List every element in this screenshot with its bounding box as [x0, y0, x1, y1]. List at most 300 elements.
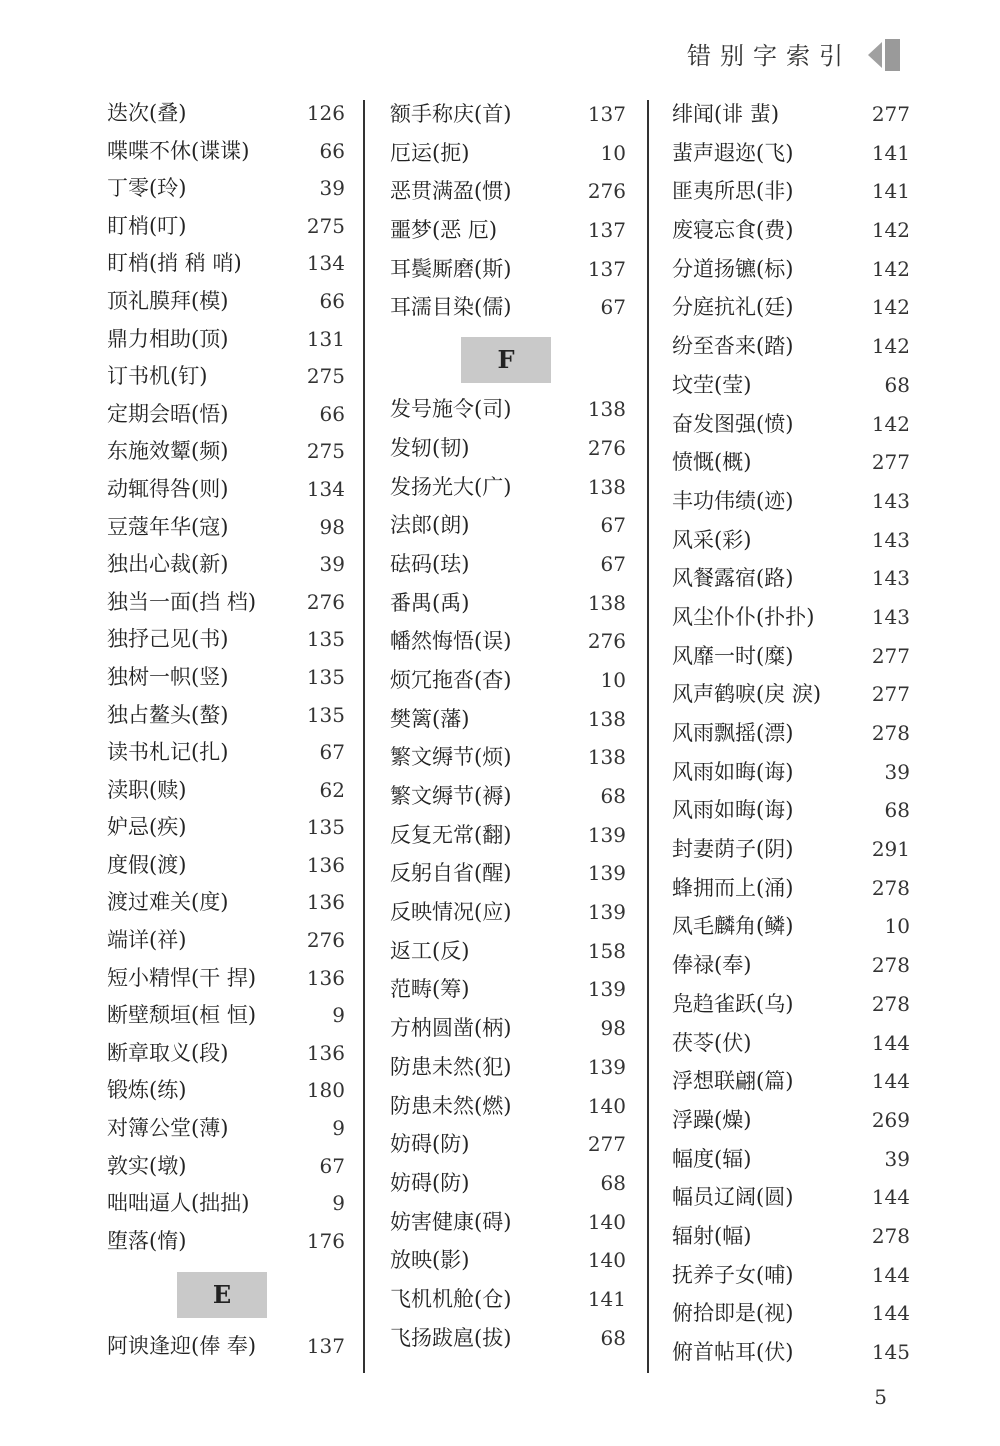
entry-page: 140: [587, 1248, 626, 1273]
index-entry: [107, 809, 345, 847]
index-entry: [390, 1280, 626, 1319]
entry-page: 140: [587, 1209, 626, 1234]
section-letter-f: F: [461, 337, 551, 383]
entry-term: 匪夷所思(非): [672, 179, 794, 204]
entry-page: 144: [871, 1301, 910, 1326]
index-entry: [672, 1294, 910, 1333]
entry-page: 134: [306, 476, 345, 501]
index-entry: [107, 509, 345, 547]
entry-term: 独当一面(挡 档): [107, 589, 257, 614]
index-entry: [390, 1241, 626, 1280]
index-entry: [107, 433, 345, 471]
index-entry: [672, 1178, 910, 1217]
entry-page: 137: [587, 218, 626, 243]
entry-page: 143: [871, 566, 910, 591]
entry-term: 独抒己见(书): [107, 627, 229, 652]
entry-term: 发扬光大(广): [390, 474, 512, 499]
index-entry: [107, 922, 345, 960]
entry-term: 迭次(叠): [107, 101, 187, 125]
entry-page: 67: [319, 740, 345, 765]
index-entry: [390, 1125, 626, 1164]
entry-page: 139: [587, 1054, 626, 1079]
entry-page: 39: [884, 1146, 910, 1171]
entry-page: 67: [319, 1153, 345, 1178]
index-entry: [672, 869, 910, 908]
index-entry: [672, 985, 910, 1024]
index-entry: [390, 661, 626, 700]
entry-term: 厄运(扼): [390, 140, 470, 165]
entry-page: 142: [871, 256, 910, 281]
index-entry: [390, 932, 626, 971]
entry-term: 盯梢(捎 稍 哨): [107, 251, 242, 276]
entry-term: 茯苓(伏): [672, 1030, 752, 1055]
entry-term: 幡然悔悟(误): [390, 629, 512, 654]
index-column-2: [390, 95, 626, 1357]
entry-term: 独占鳌头(螯): [107, 702, 229, 727]
index-entry: [672, 443, 910, 482]
entry-page: 275: [306, 213, 345, 238]
entry-term: 幅度(辐): [672, 1146, 752, 1171]
entry-list: [672, 95, 910, 1372]
entry-term: 风采(彩): [672, 527, 752, 552]
entry-term: 纷至沓来(踏): [672, 334, 794, 359]
entry-term: 豆蔻年华(寇): [107, 514, 229, 539]
index-entry: [672, 598, 910, 637]
entry-term: 独树一帜(竖): [107, 664, 229, 689]
index-entry: [672, 1256, 910, 1295]
index-entry: [107, 546, 345, 584]
index-entry: [107, 208, 345, 246]
entry-term: 短小精悍(干 捍): [107, 965, 257, 990]
index-entry: [672, 1333, 910, 1372]
index-entry: [390, 854, 626, 893]
entry-page: 275: [306, 439, 345, 464]
entry-page: 66: [319, 138, 345, 163]
index-entry: [107, 95, 345, 133]
entry-term: 繁文缛节(烦): [390, 745, 512, 770]
index-entry: [672, 1217, 910, 1256]
index-entry: [107, 245, 345, 283]
entry-term: 反复无常(翻): [390, 822, 512, 847]
entry-page: 176: [306, 1228, 345, 1253]
entry-term: 东施效颦(频): [107, 439, 229, 464]
index-entry: [390, 1164, 626, 1203]
page-number: 5: [874, 1385, 887, 1409]
index-entry: [107, 471, 345, 509]
entry-term: 番禺(禹): [390, 590, 470, 615]
entry-page: 142: [871, 411, 910, 436]
entry-page: 68: [600, 1325, 626, 1350]
entry-term: 范畴(筹): [390, 977, 470, 1002]
entry-page: 137: [587, 102, 626, 126]
entry-term: 坟茔(莹): [672, 372, 752, 397]
index-entry: [672, 1024, 910, 1063]
entry-term: 渎职(赎): [107, 777, 187, 802]
entry-page: 144: [871, 1185, 910, 1210]
entry-page: 139: [587, 900, 626, 925]
entry-page: 277: [871, 102, 910, 126]
entry-page: 126: [306, 101, 345, 125]
entry-page: 276: [306, 589, 345, 614]
entry-page: 136: [306, 890, 345, 915]
entry-page: 10: [600, 667, 626, 692]
entry-term: 繁文缛节(褥): [390, 784, 512, 808]
entry-page: 277: [587, 1132, 626, 1157]
entry-term: 风尘仆仆(扑扑): [672, 604, 815, 629]
index-entry: [390, 95, 626, 134]
entry-term: 俸禄(奉): [672, 953, 752, 978]
index-entry: [390, 172, 626, 211]
section-letter-e: E: [177, 1272, 267, 1318]
entry-page: 9: [332, 1191, 345, 1216]
entry-term: 对簿公堂(薄): [107, 1116, 229, 1141]
entry-term: 阿谀逢迎(俸 奉): [107, 1334, 257, 1359]
entry-term: 废寝忘食(费): [672, 218, 794, 243]
index-entry: [390, 429, 626, 468]
entry-term: 绯闻(诽 蜚): [672, 102, 780, 126]
entry-page: 98: [600, 1016, 626, 1041]
entry-term: 风雨如晦(诲): [672, 798, 794, 823]
entry-term: 读书札记(扎): [107, 740, 229, 765]
entry-term: 辐射(幅): [672, 1223, 752, 1248]
entry-page: 66: [319, 401, 345, 426]
entry-term: 度假(渡): [107, 852, 187, 877]
entry-term: 敦实(墩): [107, 1153, 187, 1178]
index-entry: [390, 700, 626, 739]
column-divider: [363, 100, 365, 1373]
entry-page: 158: [587, 938, 626, 963]
entry-term: 锻炼(练): [107, 1078, 187, 1103]
entry-term: 堕落(惰): [107, 1228, 187, 1253]
entry-term: 浮躁(燥): [672, 1107, 752, 1132]
entry-term: 防患未然(燃): [390, 1093, 512, 1118]
entry-term: 俯拾即是(视): [672, 1301, 794, 1326]
entry-term: 额手称庆(首): [390, 102, 512, 126]
entry-page: 291: [871, 837, 910, 862]
entry-page: 10: [884, 914, 910, 939]
entry-page: 131: [306, 326, 345, 351]
running-title: 错别字索引: [687, 42, 852, 70]
index-entry: [390, 816, 626, 855]
index-entry: [107, 997, 345, 1035]
index-entry: [672, 172, 910, 211]
entry-term: 发轫(韧): [390, 435, 470, 460]
entry-term: 蜚声遐迩(飞): [672, 140, 794, 165]
entry-page: 10: [600, 140, 626, 165]
index-entry: [672, 675, 910, 714]
entry-page: 66: [319, 288, 345, 313]
entry-term: 凤毛麟角(鳞): [672, 914, 794, 939]
entry-page: 138: [587, 745, 626, 770]
entry-term: 飞机机舱(仓): [390, 1286, 512, 1311]
index-entry: [107, 133, 345, 171]
entry-page: 278: [871, 875, 910, 900]
entry-term: 反躬自省(醒): [390, 861, 512, 886]
entry-list: [107, 95, 345, 1260]
entry-term: 渡过难关(度): [107, 890, 229, 915]
entry-page: 136: [306, 965, 345, 990]
entry-page: 277: [871, 643, 910, 668]
index-entry: [107, 884, 345, 922]
entry-page: 135: [306, 702, 345, 727]
entry-page: 135: [306, 664, 345, 689]
entry-page: 143: [871, 604, 910, 629]
index-entry: [672, 327, 910, 366]
index-entry: [107, 1035, 345, 1073]
entry-page: 135: [306, 815, 345, 840]
entry-term: 丰功伟绩(迹): [672, 488, 794, 513]
entry-page: 68: [600, 784, 626, 808]
index-entry: [390, 468, 626, 507]
entry-term: 断壁颓垣(桓 恒): [107, 1003, 257, 1028]
index-entry: [390, 738, 626, 777]
index-entry: [107, 1110, 345, 1148]
page-tab-marker: [868, 38, 902, 72]
index-entry: [390, 584, 626, 623]
entry-page: 277: [871, 450, 910, 475]
index-entry: [672, 366, 910, 405]
entry-term: 蜂拥而上(涌): [672, 875, 794, 900]
entry-page: 138: [587, 590, 626, 615]
index-entry: [390, 1319, 626, 1358]
index-entry: [390, 545, 626, 584]
index-entry: [107, 960, 345, 998]
index-entry: [390, 211, 626, 250]
index-entry: [672, 791, 910, 830]
index-entry: [390, 288, 626, 327]
index-entry: [390, 134, 626, 173]
index-entry: [390, 1087, 626, 1126]
entry-term: 发号施令(司): [390, 397, 512, 422]
entry-page: 278: [871, 953, 910, 978]
entry-page: 276: [587, 629, 626, 654]
index-entry: [672, 714, 910, 753]
index-entry: [672, 482, 910, 521]
index-entry: [672, 288, 910, 327]
index-entry: [672, 946, 910, 985]
entry-term: 鼎力相助(顶): [107, 326, 229, 351]
index-entry: [107, 772, 345, 810]
entry-page: 68: [600, 1170, 626, 1195]
entry-term: 奋发图强(愤): [672, 411, 794, 436]
index-entry: [107, 1072, 345, 1110]
index-entry: [390, 506, 626, 545]
entry-page: 135: [306, 627, 345, 652]
entry-term: 反映情况(应): [390, 900, 512, 925]
index-entry: [672, 637, 910, 676]
entry-term: 断章取义(段): [107, 1040, 229, 1065]
entry-term: 噩梦(恶 厄): [390, 218, 498, 243]
entry-list: [390, 390, 626, 1357]
entry-page: 67: [600, 295, 626, 320]
index-entry: [107, 1223, 345, 1261]
entry-term: 凫趋雀跃(乌): [672, 991, 794, 1016]
entry-page: 67: [600, 513, 626, 538]
entry-term: 烦冗拖沓(杳): [390, 667, 512, 692]
entry-term: 定期会晤(悟): [107, 401, 229, 426]
entry-term: 耳濡目染(儒): [390, 295, 512, 320]
entry-term: 风靡一时(糜): [672, 643, 794, 668]
index-entry: [672, 95, 910, 134]
entry-term: 动辄得咎(则): [107, 476, 229, 501]
index-entry: [672, 559, 910, 598]
entry-page: 278: [871, 991, 910, 1016]
entry-page: 144: [871, 1069, 910, 1094]
index-column-1: [107, 95, 345, 1366]
entry-page: 180: [306, 1078, 345, 1103]
index-entry: [672, 830, 910, 869]
entry-page: 136: [306, 1040, 345, 1065]
entry-page: 68: [884, 798, 910, 823]
entry-term: 耳鬓厮磨(斯): [390, 256, 512, 281]
index-entry: [107, 170, 345, 208]
index-entry: [107, 396, 345, 434]
entry-term: 风雨如晦(诲): [672, 759, 794, 784]
entry-page: 143: [871, 527, 910, 552]
entry-page: 9: [332, 1116, 345, 1141]
index-entry: [390, 777, 626, 816]
index-entry: [672, 1062, 910, 1101]
index-entry: [107, 621, 345, 659]
entry-page: 278: [871, 721, 910, 745]
entry-term: 风餐露宿(路): [672, 566, 794, 591]
entry-term: 愤慨(概): [672, 450, 752, 475]
column-divider: [647, 100, 649, 1373]
entry-term: 分道扬镳(标): [672, 256, 794, 281]
entry-term: 端详(祥): [107, 928, 187, 953]
entry-page: 143: [871, 488, 910, 513]
entry-term: 放映(影): [390, 1248, 470, 1273]
entry-page: 269: [871, 1107, 910, 1132]
entry-page: 139: [587, 861, 626, 886]
entry-term: 分庭抗礼(廷): [672, 295, 794, 320]
entry-page: 275: [306, 364, 345, 389]
entry-term: 飞扬跋扈(拔): [390, 1325, 512, 1350]
entry-term: 樊篱(藩): [390, 706, 470, 731]
entry-term: 妨碍(防): [390, 1170, 470, 1195]
entry-page: 144: [871, 1030, 910, 1055]
entry-page: 39: [319, 176, 345, 201]
entry-term: 喋喋不休(谍谍): [107, 138, 250, 163]
entry-page: 134: [306, 251, 345, 276]
index-entry: [390, 893, 626, 932]
entry-term: 防患未然(犯): [390, 1054, 512, 1079]
entry-page: 98: [319, 514, 345, 539]
entry-page: 67: [600, 551, 626, 576]
entry-term: 法郎(朗): [390, 513, 470, 538]
entry-term: 妒忌(疾): [107, 815, 187, 840]
index-entry: [107, 1185, 345, 1223]
entry-page: 144: [871, 1262, 910, 1287]
index-entry: [672, 753, 910, 792]
index-entry: [107, 283, 345, 321]
entry-page: 62: [319, 777, 345, 802]
index-entry: [390, 1009, 626, 1048]
entry-page: 137: [587, 256, 626, 281]
entry-term: 顶礼膜拜(模): [107, 288, 229, 313]
entry-page: 140: [587, 1093, 626, 1118]
entry-page: 277: [871, 682, 910, 707]
index-entry: [107, 358, 345, 396]
entry-page: 141: [871, 140, 910, 165]
entry-term: 妨害健康(碍): [390, 1209, 512, 1234]
entry-page: 139: [587, 822, 626, 847]
index-column-3: [672, 95, 910, 1372]
entry-term: 咄咄逼人(拙拙): [107, 1191, 250, 1216]
entry-term: 俯首帖耳(伏): [672, 1340, 794, 1364]
index-entry: [390, 250, 626, 289]
entry-term: 恶贯满盈(惯): [390, 179, 512, 204]
entry-page: 39: [884, 759, 910, 784]
entry-term: 独出心裁(新): [107, 552, 229, 577]
entry-page: 138: [587, 474, 626, 499]
entry-page: 141: [587, 1286, 626, 1311]
entry-term: 方枘圆凿(柄): [390, 1016, 512, 1041]
entry-list: [107, 1328, 345, 1366]
index-entry: [672, 134, 910, 173]
index-entry: [672, 405, 910, 444]
entry-page: 136: [306, 852, 345, 877]
index-entry: [672, 1101, 910, 1140]
entry-term: 幅员辽阔(圆): [672, 1185, 794, 1210]
entry-page: 145: [871, 1340, 910, 1364]
entry-term: 妨碍(防): [390, 1132, 470, 1157]
entry-page: 278: [871, 1223, 910, 1248]
entry-page: 39: [319, 552, 345, 577]
entry-page: 9: [332, 1003, 345, 1028]
index-entry: [107, 321, 345, 359]
entry-page: 142: [871, 218, 910, 243]
index-entry: [672, 521, 910, 560]
entry-term: 返工(反): [390, 938, 470, 963]
index-entry: [390, 1203, 626, 1242]
entry-page: 276: [587, 435, 626, 460]
entry-term: 丁零(玲): [107, 176, 187, 201]
entry-term: 盯梢(叮): [107, 213, 187, 238]
entry-page: 142: [871, 334, 910, 359]
entry-page: 138: [587, 397, 626, 422]
index-entry: [107, 659, 345, 697]
index-entry: [672, 907, 910, 946]
entry-page: 139: [587, 977, 626, 1002]
entry-term: 风声鹤唳(戾 淚): [672, 682, 822, 707]
entry-list: [390, 95, 626, 327]
entry-page: 276: [306, 928, 345, 953]
entry-term: 砝码(珐): [390, 551, 470, 576]
index-entry: [390, 390, 626, 429]
index-entry: [107, 1148, 345, 1186]
entry-page: 141: [871, 179, 910, 204]
index-entry: [672, 211, 910, 250]
entry-term: 风雨飘摇(漂): [672, 721, 794, 745]
index-entry: [107, 1328, 345, 1366]
index-entry: [672, 1140, 910, 1179]
index-entry: [107, 697, 345, 735]
index-entry: [390, 1048, 626, 1087]
index-entry: [390, 970, 626, 1009]
index-entry: [107, 734, 345, 772]
entry-term: 抚养子女(哺): [672, 1262, 794, 1287]
entry-term: 订书机(钉): [107, 364, 208, 389]
index-entry: [672, 250, 910, 289]
index-entry: [107, 584, 345, 622]
entry-page: 142: [871, 295, 910, 320]
entry-page: 137: [306, 1334, 345, 1359]
entry-page: 138: [587, 706, 626, 731]
index-entry: [107, 847, 345, 885]
entry-term: 封妻荫子(阴): [672, 837, 794, 862]
entry-term: 浮想联翩(篇): [672, 1069, 794, 1094]
